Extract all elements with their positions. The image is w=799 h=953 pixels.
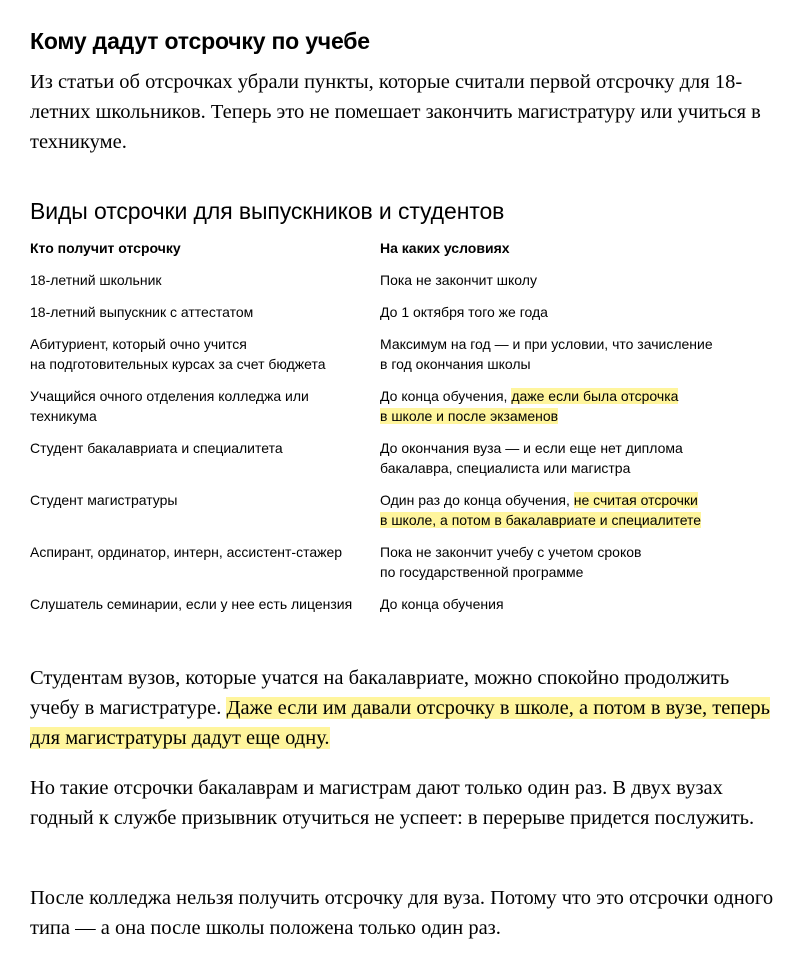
table-row-7-who: Аспирант, ординатор, интерн, ассистент-стажер <box>30 544 343 560</box>
cond-text: До 1 октября того же года <box>380 304 548 320</box>
table-header-who: Кто получит отсрочку <box>30 240 181 256</box>
table-title: Виды отсрочки для выпускников и студентов <box>30 198 505 224</box>
table-row-5-cond <box>380 438 775 478</box>
table-row-7-cond <box>380 542 775 582</box>
table-row-8-who: Слушатель семинарии, если у нее есть лицензия <box>30 596 353 612</box>
cond-text: Пока не закончит школу <box>380 272 537 288</box>
section-heading: Кому дадут отсрочку по учебе <box>30 28 370 54</box>
masters-paragraph-highlight: Даже если им давали отсрочку в школе, а потом в вузе, теперь для магистратуры дадут еще одну. <box>30 697 771 749</box>
table-row-1-cond <box>380 270 775 290</box>
cond-text: До конца обучения, <box>380 388 512 404</box>
table-row-3-who: Абитуриент, который очно учится на подготовительных курсах за счет бюджета <box>30 336 326 372</box>
table-row-4-who: Учащийся очного отделения колледжа или техникума <box>30 388 309 424</box>
cond-highlight: даже если была отсрочка в школе и после экзаменов <box>380 388 679 424</box>
table-row-2-who: 18-летний выпускник с аттестатом <box>30 304 254 320</box>
table-row-3-cond <box>380 334 775 374</box>
once-only-paragraph: Но такие отсрочки бакалаврам и магистрам дают только один раз. В двух вузах годный к службе призывник отучиться не успеет: в перерыве придется послужить. <box>30 777 755 829</box>
cond-highlight: не считая отсрочки в школе, а потом в бакалавриате и специалитете <box>380 492 702 528</box>
intro-paragraph: Из статьи об отсрочках убрали пункты, которые считали первой отсрочку для 18-летних школьников. Теперь это не помешает закончить магистратуру или учиться в техникуме. <box>30 71 761 153</box>
table-header-conditions: На каких условиях <box>380 240 510 256</box>
cond-text: До окончания вуза — и если еще нет диплома бакалавра, специалиста или магистра <box>380 440 683 476</box>
college-paragraph: После колледжа нельзя получить отсрочку для вуза. Потому что это отсрочки одного типа — а она после школы положена только один раз. <box>30 887 774 939</box>
table-row-2-cond <box>380 302 775 322</box>
cond-text: Один раз до конца обучения, <box>380 492 574 508</box>
masters-paragraph <box>30 663 775 753</box>
table-row-6-cond <box>380 490 775 530</box>
cond-text: До конца обучения <box>380 596 504 612</box>
table-row-5-who: Студент бакалавриата и специалитета <box>30 440 283 456</box>
cond-text: Максимум на год — и при условии, что зачисление в год окончания школы <box>380 336 713 372</box>
table-row-6-who: Студент магистратуры <box>30 492 178 508</box>
table-row-8-cond <box>380 594 775 614</box>
table-row-1-who: 18-летний школьник <box>30 272 162 288</box>
table-row-4-cond <box>380 386 775 426</box>
cond-text: Пока не закончит учебу с учетом сроков по государственной программе <box>380 544 642 580</box>
masters-paragraph-text: Студентам вузов, которые учатся на бакалавриате, можно спокойно продолжить учебу в магистратуре. <box>30 667 730 719</box>
